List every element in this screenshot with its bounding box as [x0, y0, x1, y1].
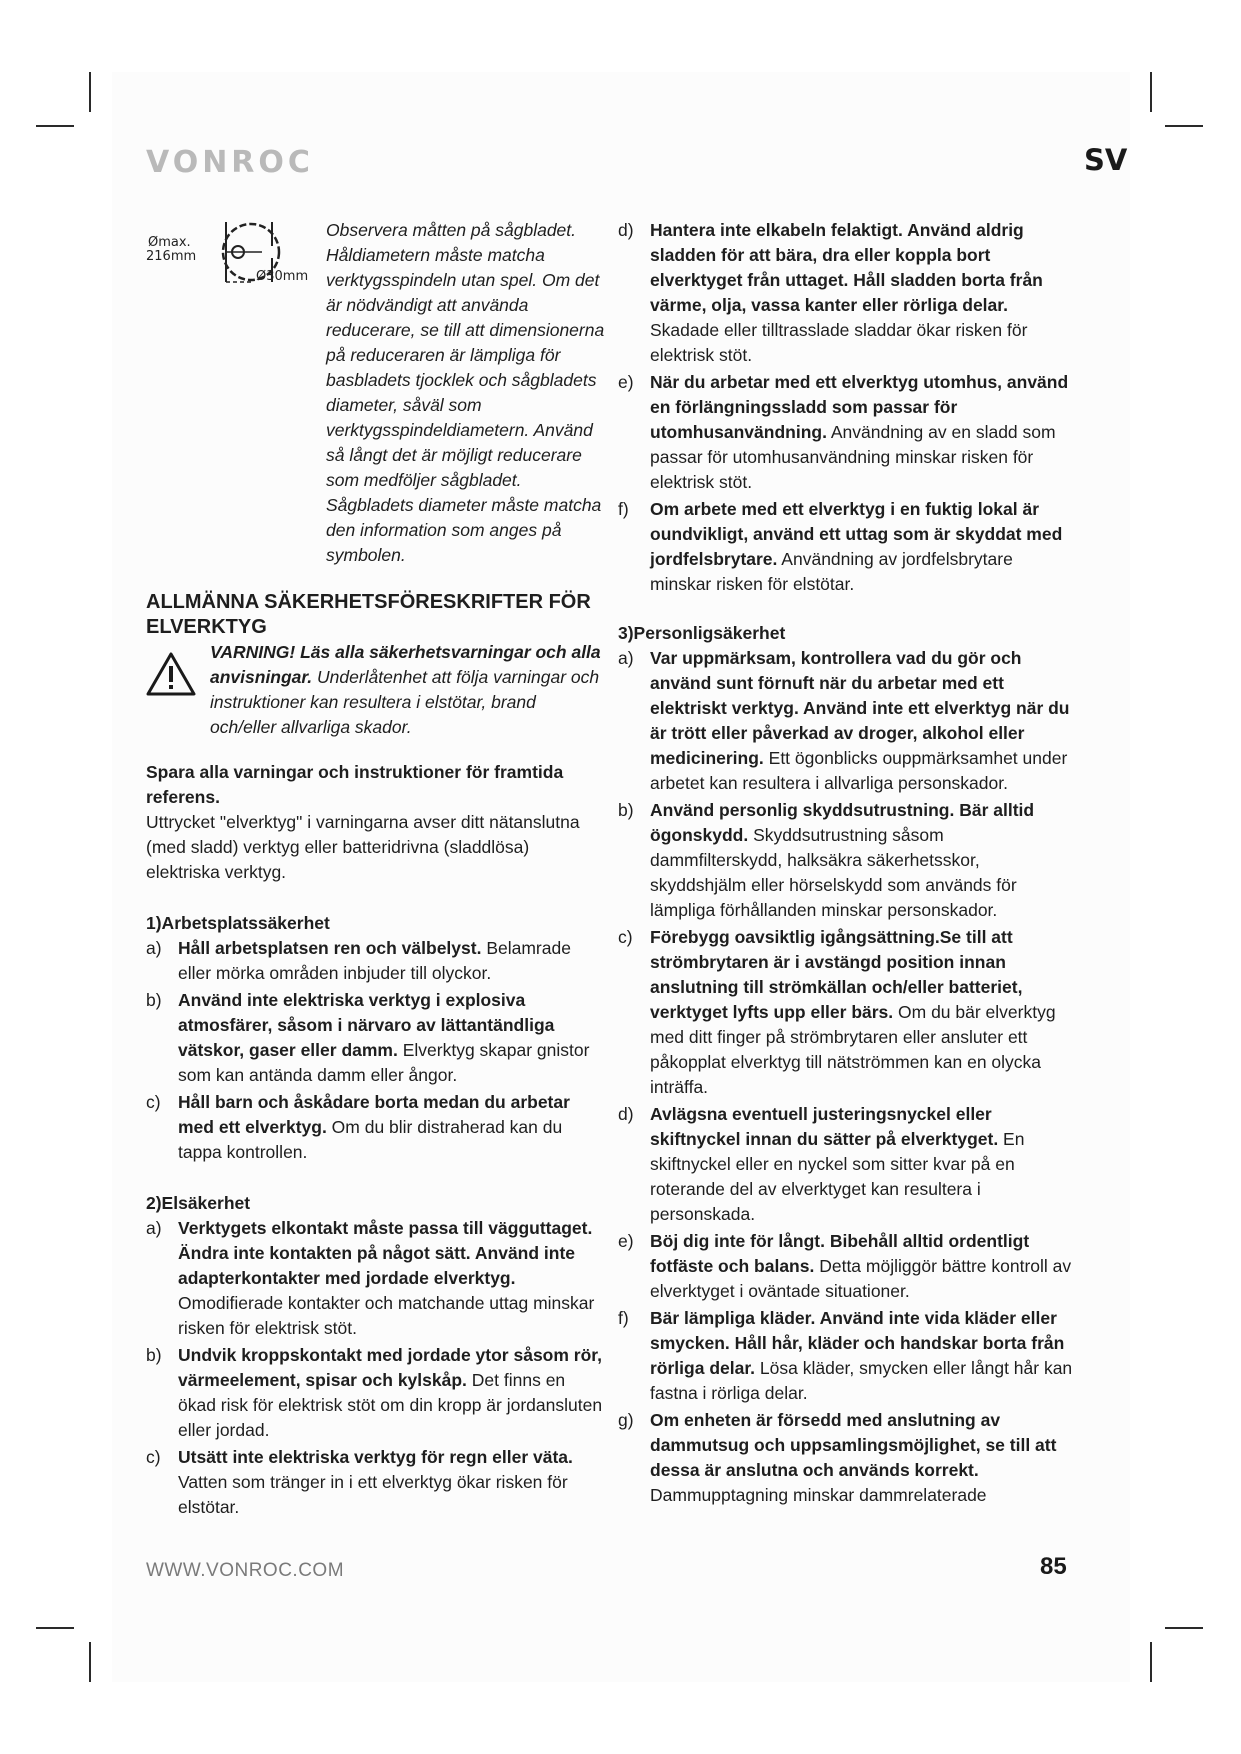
page-number: 85 [1040, 1553, 1067, 1580]
item-bold-text: Var uppmärksam, kontrollera vad du gör och använd sunt förnuft när du arbetar med ett elektriskt verktyg. Använd inte ett elverktyg när du är trött eller påverkad av droger, alkohol eller medicinering. [650, 648, 1070, 768]
item-text: Om du bär elverktyg med ditt finger på strömbrytaren eller ansluter ett påkopplat elverktyg till nätströmmen kan en olycka inträffa. [650, 1002, 1056, 1097]
item-text: Användning av en sladd som passar för utomhusanvändning minskar risken för elektrisk stöt. [650, 422, 1056, 492]
item-bold-text: Förebygg oavsiktlig igångsättning.Se till att strömbrytaren är i avstängd position innan anslutning till strömkällan och/eller batteriet, verktyget lyfts upp eller bärs. [650, 927, 1023, 1022]
warning-triangle-icon [146, 652, 196, 696]
list-item [618, 1102, 1078, 1227]
item-text: Ett ögonblicks ouppmärksamhet under arbetet kan resultera i allvarliga personskador. [650, 748, 1068, 793]
item-text: En skiftnyckel eller en nyckel som sitter kvar på en roterande del av elverktyget kan resultera i personskada. [650, 1129, 1025, 1224]
blade-note: Observera måtten på sågbladet. Håldiametern måste matcha verktygsspindeln utan spel. Om det är nödvändigt att använda reducerare, se till att dimensionerna på reduceraren är lämpliga för basbladets tjocklek och sågbladets diameter, såväl som verktygsspindeldiametern. Använd så långt det är möjligt reducerare som medföljer sågbladet. Sågbladets diameter måste matcha den information som anges på symbolen. [326, 220, 605, 565]
list-item [618, 646, 1078, 796]
item-bold-text: Verktygets elkontakt måste passa till vägguttaget. Ändra inte kontakten på något sätt. Använd inte adapterkontakter med jordade elverktyg. [178, 1218, 593, 1288]
item-bold-text: Utsätt inte elektriska verktyg för regn eller väta. [178, 1447, 573, 1467]
crop-mark [1165, 125, 1203, 127]
item-label: b) [146, 990, 162, 1010]
language-code: SV [1084, 143, 1128, 177]
item-bold-text: Använd personlig skyddsutrustning. Bär alltid ögonskydd. [650, 800, 1035, 845]
list-item [618, 1306, 1078, 1406]
item-label: d) [618, 220, 634, 240]
warning-text [210, 640, 606, 740]
electrical-list [146, 1216, 606, 1520]
item-text: Skadade eller tilltrasslade sladdar ökar risken för elektrisk stöt. [650, 320, 1028, 365]
list-item [618, 370, 1078, 495]
crop-mark [1165, 1627, 1203, 1629]
diagram-bore-label: Ø30mm [256, 269, 309, 284]
workplace-list [146, 936, 606, 1165]
item-bold-text: Undvik kroppskontakt med jordade ytor såsom rör, värmeelement, spisar och kylskåp. [178, 1345, 602, 1390]
list-item [618, 218, 1078, 368]
item-bold-text: Böj dig inte för långt. Bibehåll alltid ordentligt fotfäste och balans. [650, 1231, 1030, 1276]
diagram-max-value: 216mm [146, 249, 197, 264]
item-bold-text: Om arbete med ett elverktyg i en fuktig lokal är oundvikligt, använd ett uttag som är skyddat med jordfelsbrytare. [650, 499, 1063, 569]
warning-bold: VARNING! Läs alla säkerhetsvarningar och alla anvisningar. [210, 642, 601, 687]
right-column [618, 218, 1078, 1510]
item-label: e) [618, 1231, 634, 1251]
electrical-list-continued [618, 218, 1078, 597]
item-label: g) [618, 1410, 634, 1430]
item-label: d) [618, 1104, 634, 1124]
subsection-title: 1)Arbetsplatssäkerhet [146, 913, 330, 933]
subsection-title: 3)Personligsäkerhet [618, 623, 786, 643]
list-item [146, 988, 606, 1088]
item-text: Vatten som tränger in i ett elverktyg ökar risken för elstötar. [178, 1472, 568, 1517]
list-item [146, 1090, 606, 1165]
item-bold-text: Håll arbetsplatsen ren och välbelyst. [178, 938, 482, 958]
saw-blade-diagram [146, 216, 316, 296]
personal-list [618, 646, 1078, 1508]
item-label: a) [146, 938, 162, 958]
item-label: f) [618, 499, 629, 519]
item-label: a) [618, 648, 634, 668]
crop-mark [36, 1627, 74, 1629]
brand-logo: VONROC [146, 145, 314, 180]
list-item [146, 1343, 606, 1443]
crop-mark [1150, 72, 1152, 112]
crop-mark [89, 72, 91, 112]
diagram-max-label: Ømax. [148, 235, 191, 250]
left-column [146, 590, 606, 1522]
item-text: Det finns en ökad risk för elektrisk stöt om din kropp är jordansluten eller jordad. [178, 1370, 603, 1440]
item-bold-text: När du arbetar med ett elverktyg utomhus, använd en förlängningssladd som passar för utomhusanvändning. [650, 372, 1069, 442]
item-text: Användning av jordfelsbrytare minskar risken för elstötar. [650, 549, 1013, 594]
list-item [146, 1445, 606, 1520]
item-text: Lösa kläder, smycken eller långt hår kan fastna i rörliga delar. [650, 1358, 1073, 1403]
item-text: Dammupptagning minskar dammrelaterade [650, 1485, 987, 1505]
list-item [618, 798, 1078, 923]
item-bold-text: Avlägsna eventuell justeringsnyckel eller skiftnyckel innan du sätter på elverktyget. [650, 1104, 999, 1149]
crop-mark [1150, 1642, 1152, 1682]
item-bold-text: Håll barn och åskådare borta medan du arbetar med ett elverktyg. [178, 1092, 570, 1137]
list-item [618, 1229, 1078, 1304]
item-label: e) [618, 372, 634, 392]
item-bold-text: Använd inte elektriska verktyg i explosiva atmosfärer, såsom i närvaro av lättantändliga vätskor, gaser eller damm. [178, 990, 555, 1060]
list-item [618, 925, 1078, 1100]
item-label: b) [618, 800, 634, 820]
item-text: Omodifierade kontakter och matchande uttag minskar risken för elektrisk stöt. [178, 1293, 595, 1338]
definition-text: Uttrycket "elverktyg" i varningarna avser ditt nätanslutna (med sladd) verktyg eller batteridrivna (sladdlösa) elektriska verktyg. [146, 812, 580, 882]
list-item [618, 1408, 1078, 1508]
item-label: f) [618, 1308, 629, 1328]
section-title: ALLMÄNNA SÄKERHETSFÖRESKRIFTER FÖR ELVERKTYG [146, 591, 591, 638]
warning-body: Underlåtenhet att följa varningar och instruktioner kan resultera i elstötar, brand och/eller allvarliga skador. [210, 667, 600, 737]
item-text: Detta möjliggör bättre kontroll av elverktyget i oväntade situationer. [650, 1256, 1072, 1301]
save-instruction: Spara alla varningar och instruktioner för framtida referens. [146, 762, 564, 807]
item-bold-text: Hantera inte elkabeln felaktigt. Använd aldrig sladden för att bära, dra eller koppla bort elverktyget från uttaget. Håll sladden borta från värme, olja, vassa kanter eller rörliga delar. [650, 220, 1043, 315]
item-bold-text: Om enheten är försedd med anslutning av dammutsug och uppsamlingsmöjlighet, se till att dessa är anslutna och används korrekt. [650, 1410, 1057, 1480]
item-bold-text: Bär lämpliga kläder. Använd inte vida kläder eller smycken. Håll hår, kläder och handskar borta från rörliga delar. [650, 1308, 1065, 1378]
list-item [618, 497, 1078, 597]
item-label: c) [618, 927, 633, 947]
item-text: Skyddsutrustning såsom dammfilterskydd, halksäkra säkerhetsskor, skyddshjälm eller hörselskydd som används för lämpliga förhållanden minskar personskador. [650, 825, 1017, 920]
item-text: Elverktyg skapar gnistor som kan antända damm eller ångor. [178, 1040, 590, 1085]
list-item [146, 936, 606, 986]
item-label: a) [146, 1218, 162, 1238]
crop-mark [36, 125, 74, 127]
item-text: Belamrade eller mörka områden inbjuder till olyckor. [178, 938, 571, 983]
warning-block [146, 640, 606, 740]
crop-mark [89, 1642, 91, 1682]
footer-url[interactable]: WWW.VONROC.COM [146, 1560, 345, 1581]
item-label: c) [146, 1092, 161, 1112]
item-label: c) [146, 1447, 161, 1467]
list-item [146, 1216, 606, 1341]
subsection-title: 2)Elsäkerhet [146, 1193, 251, 1213]
item-text: Om du blir distraherad kan du tappa kontrollen. [178, 1117, 563, 1162]
item-label: b) [146, 1345, 162, 1365]
